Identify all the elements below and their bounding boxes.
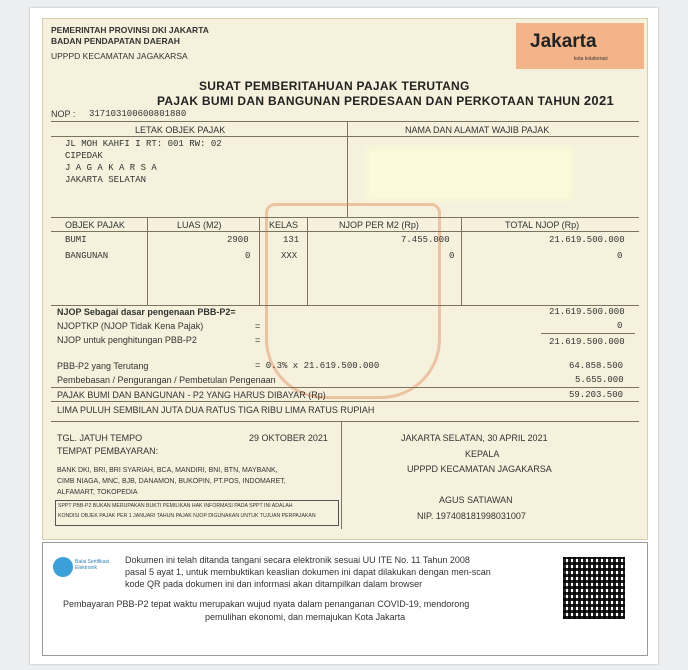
njop-hitung-value: 21.619.500.000 [549,337,625,347]
pembebasan-value: 5.655.000 [575,375,624,385]
footer-text3: kode QR pada dokumen ini dan informasi akan ditampilkan dalam browser [125,579,423,589]
header-line1: PEMERINTAH PROVINSI DKI JAKARTA [51,25,209,35]
note-line1: SPPT PBB-P2 BUKAN MERUPAKAN BUKTI PEMILIKAN HAK INFORMASI PADA SPPT INI ADALAH [58,503,293,509]
nop-label: NOP : [51,109,76,119]
terutang-label: PBB-P2 yang Terutang [57,361,149,371]
jakarta-logo [516,23,644,69]
th-luas: LUAS (M2) [177,220,222,230]
njop-hitung-label: NJOP untuk penghitungan PBB-P2 [57,335,197,345]
document-page [30,8,658,664]
footer-text5: pemulihan ekonomi, dan memajukan Kota Jakarta [205,612,406,622]
table-cell: 0 [245,251,251,261]
title-year: 2021 [583,93,615,108]
njoptkp-label: NJOPTKP (NJOP Tidak Kena Pajak) [57,321,204,331]
th-njop-m2: NJOP PER M2 (Rp) [339,220,419,230]
bank-list-line3: ALFAMART, TOKOPEDIA [57,489,138,496]
njoptkp-eq: = [255,321,261,331]
letak-line4: JAKARTA SELATAN [65,175,147,185]
qr-code[interactable] [563,557,625,619]
sign-role: KEPALA [465,449,500,459]
th-total: TOTAL NJOP (Rp) [505,220,580,230]
table-cell: 7.455.000 [401,235,450,245]
nop-value: 317103100600801880 [89,109,187,119]
njop-dasar-label: NJOP Sebagai dasar pengenaan PBB-P2= [57,307,236,317]
th-objek: OBJEK PAJAK [65,220,125,230]
njoptkp-value: 0 [617,321,623,331]
sign-place-date: JAKARTA SELATAN, 30 APRIL 2021 [401,433,548,443]
njop-dasar-value: 21.619.500.000 [549,307,625,317]
letak-line1: JL MOH KAHFI I RT: 001 RW: 02 [65,139,222,149]
bank-list-line2: CIMB NIAGA, MNC, BJB, DANAMON, BUKOPIN, PT.POS, INDOMARET, [57,478,286,485]
note-box [55,500,339,526]
table-cell: 131 [283,235,300,245]
bsre-label: Balai Sertifikasi Elektronik [75,559,110,571]
footer-text1: Dokumen ini telah ditanda tangani secara elektronik sesuai UU ITE No. 11 Tahun 2008 [125,555,470,565]
sppt-sheet [42,18,648,540]
footer-text4: Pembayaran PBB-P2 tepat waktu merupakan wujud nyata dalam penanganan COVID-19, mendorong [63,599,470,609]
redacted-owner [369,151,569,197]
letak-heading: LETAK OBJEK PAJAK [135,125,226,135]
letak-line2: CIPEDAK [65,151,103,161]
table-cell: XXX [281,251,298,261]
table-row: BANGUNAN [65,251,109,261]
harus-dibayar-label: PAJAK BUMI DAN BANGUNAN - P2 YANG HARUS DIBAYAR (Rp) [57,390,326,400]
table-cell: 2900 [227,235,249,245]
logo-text: Jakarta [530,31,597,52]
sign-name: AGUS SATIAWAN [439,495,513,505]
footer-text2: pasal 5 ayat 1, untuk membuktikan keaslian dokumen ini dapat dilakukan dengan men-scan [125,567,491,577]
letak-line3: J A G A K A R S A [65,163,157,173]
title-line2: PAJAK BUMI DAN BANGUNAN PERDESAAN DAN PERKOTAAN TAHUN 2021 [157,93,615,108]
sign-nip: NIP. 197408181998031007 [417,511,526,521]
tempo-date: 29 OKTOBER 2021 [249,433,328,443]
bsre-logo-icon [53,557,73,577]
logo-subtext: kota kolaborasi [574,56,608,62]
table-cell: 0 [449,251,455,261]
bank-list-line1: BANK DKI, BRI, BRI SYARIAH, BCA, MANDIRI, BNI, BTN, MAYBANK, [57,467,278,474]
tempat-label: TEMPAT PEMBAYARAN: [57,446,159,456]
harus-dibayar-value: 59.203.500 [569,390,624,400]
sign-office: UPPPD KECAMATAN JAGAKARSA [407,464,552,474]
njop-hitung-eq: = [255,335,261,345]
pembebasan-label: Pembebasan / Pengurangan / Pembetulan Pengenaan [57,375,276,385]
header-line3: UPPPD KECAMATAN JAGAKARSA [51,51,188,61]
terutang-formula: = 0.3% x 21.619.500.000 [255,361,380,371]
table-cell: 21.619.500.000 [549,235,625,245]
wajib-heading: NAMA DAN ALAMAT WAJIB PAJAK [405,125,550,135]
footer-box [42,542,648,656]
title-line1: SURAT PEMBERITAHUAN PAJAK TERUTANG [199,79,470,93]
th-kelas: KELAS [269,220,299,230]
header-line2: BADAN PENDAPATAN DAERAH [51,36,180,46]
table-row: BUMI [65,235,87,245]
terutang-value: 64.858.500 [569,361,624,371]
note-line2: KONDISI OBJEK PAJAK PER 1 JANUARI TAHUN PAJAK NJOP DIGUNAKAN UNTUK TUJUAN PERPAJAKAN [58,513,316,519]
table-cell: 0 [617,251,623,261]
terbilang: LIMA PULUH SEMBILAN JUTA DUA RATUS TIGA RIBU LIMA RATUS RUPIAH [57,405,375,415]
tempo-label: TGL. JATUH TEMPO [57,433,143,443]
